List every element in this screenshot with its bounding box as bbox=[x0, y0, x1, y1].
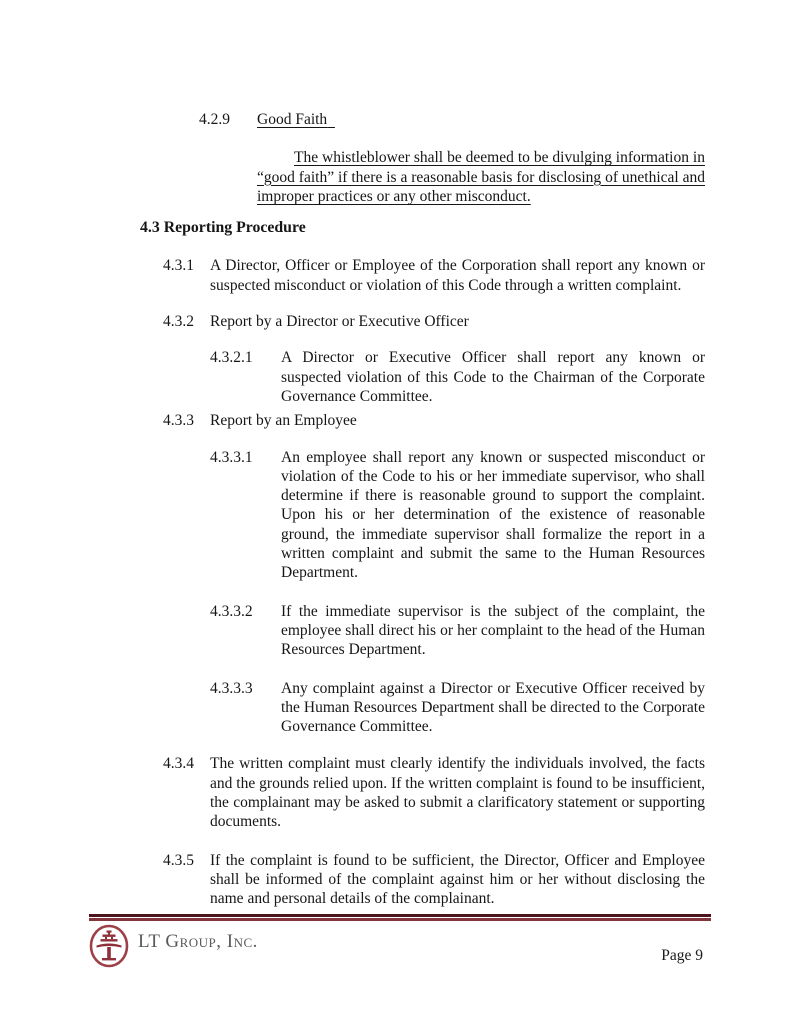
section-4.2.9-paragraph: The whistleblower shall be deemed to be divulging information in “good faith” if there is a reasonable basis for disclosing of unethical and improper practices or any other misconduct. bbox=[257, 149, 705, 205]
clause-text: Any complaint against a Director or Executive Officer received by the Human Resources Department shall be directed to the Corporate Governance Committee. bbox=[281, 679, 705, 736]
clause-number: 4.3.3 bbox=[163, 412, 194, 430]
clause-number: 4.3.3.2 bbox=[210, 602, 253, 620]
page-footer bbox=[89, 914, 711, 968]
clause-number: 4.3.2 bbox=[163, 313, 194, 331]
section-number: 4.3 bbox=[140, 219, 160, 237]
clause-text: An employee shall report any known or suspected misconduct or violation of the Code to his or her immediate supervisor, who shall determine if there is reasonable ground to support the complaint. Upon his or her determination of the existence of reasonable ground, the immediate supervisor shall formalize the report in a written complaint and submit the same to the Human Resources Department. bbox=[281, 448, 705, 582]
clause-text: Report by a Director or Executive Officer bbox=[210, 313, 469, 331]
clause-text: A Director or Executive Officer shall report any known or suspected violation of this Code to the Chairman of the Corporate Governance Committee. bbox=[281, 349, 705, 405]
clause-4.3.3.1 bbox=[210, 448, 705, 583]
clause-4.3.2 bbox=[163, 312, 705, 331]
lt-group-logo-icon bbox=[89, 924, 129, 968]
clause-text: The written complaint must clearly identify the individuals involved, the facts and the grounds relied upon. If the written complaint is found to be insufficient, the complainant may be asked to submit a clarificatory statement or supporting documents. bbox=[210, 755, 705, 831]
clause-number: 4.3.2.1 bbox=[210, 349, 253, 367]
company-name: LT Group, Inc. bbox=[138, 931, 258, 952]
clause-number: 4.3.1 bbox=[163, 257, 194, 275]
clause-number: 4.3.4 bbox=[163, 755, 194, 773]
page-number: Page 9 bbox=[661, 947, 703, 964]
clause-4.3.3.2 bbox=[210, 602, 705, 660]
clause-text: A Director, Officer or Employee of the Corporation shall report any known or suspected misconduct or violation of this Code through a written complaint. bbox=[210, 257, 705, 294]
clause-4.3.3 bbox=[163, 411, 705, 430]
clause-4.3.4 bbox=[163, 754, 705, 831]
section-number: 4.2.9 bbox=[199, 111, 230, 128]
footer-divider bbox=[89, 914, 711, 921]
section-title: Reporting Procedure bbox=[163, 219, 306, 237]
clause-number: 4.3.3.1 bbox=[210, 448, 253, 466]
clause-text: If the immediate supervisor is the subject of the complaint, the employee shall direct his or her complaint to the head of the Human Resources Department. bbox=[281, 602, 705, 659]
clause-text: Report by an Employee bbox=[210, 412, 357, 430]
section-title: Good Faith bbox=[257, 111, 328, 128]
clause-number: 4.3.3.3 bbox=[210, 679, 253, 697]
section-4.2.9-heading bbox=[199, 110, 705, 129]
clause-4.3.3.3 bbox=[210, 679, 705, 737]
clause-text: If the complaint is found to be sufficient, the Director, Officer and Employee shall be informed of the complaint against him or her without disclosing the name and personal details of the complainant. bbox=[210, 851, 705, 908]
clause-4.3.5 bbox=[163, 851, 705, 909]
clause-4.3.2.1 bbox=[210, 348, 705, 406]
footer-row bbox=[89, 924, 711, 968]
clause-4.3.1 bbox=[163, 256, 705, 295]
section-4.3-heading bbox=[140, 218, 791, 237]
clause-number: 4.3.5 bbox=[163, 851, 194, 869]
